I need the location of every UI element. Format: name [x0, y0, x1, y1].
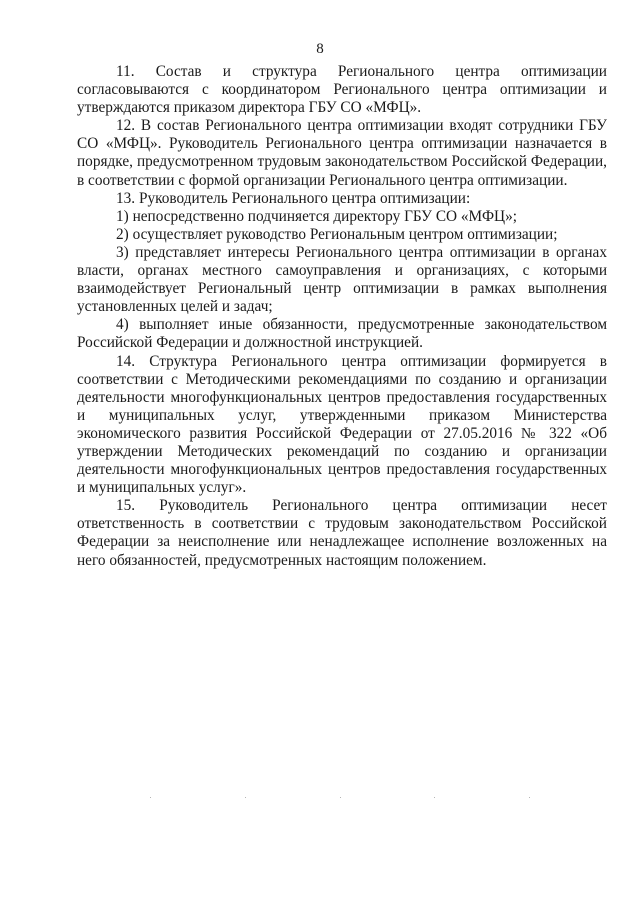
paragraph-12: 12. В состав Регионального центра оптимизации входят сотрудники ГБУ СО «МФЦ». Руководитель Регионального центра оптимизации назначается в порядке, предусмотренном трудовым законодательством Российской Федерации, в соответствии с формой организации Регионального центра оптимизации.: [77, 117, 607, 189]
list-item-13-4: 4) выполняет иные обязанности, предусмотренные законодательством Российской Федерации и должностной инструкцией.: [77, 316, 607, 352]
paragraph-14: 14. Структура Регионального центра оптимизации формируется в соответствии с Методическими рекомендациями по созданию и организации деятельности многофункциональных центров предоставления государственных и муниципальных услуг, утвержденными приказом Министерства экономического развития Российской Федерации от 27.05.2016 № 322 «Об утверждении Методических рекомендаций по созданию и организации деятельности многофункциональных центров предоставления государственных и муниципальных услуг».: [77, 352, 607, 497]
list-item-13-3: 3) представляет интересы Регионального центра оптимизации в органах власти, органах местного самоуправления и организациях, с которыми взаимодействует Региональный центр оптимизации в рамках выполнения установленных целей и задач;: [77, 243, 607, 316]
scan-dot: [245, 797, 246, 798]
paragraph-11: 11. Состав и структура Регионального центра оптимизации согласовываются с координатором Регионального центра оптимизации и утверждаются приказом директора ГБУ СО «МФЦ».: [77, 63, 607, 117]
document-body: [77, 63, 607, 570]
paragraph-13: 13. Руководитель Регионального центра оптимизации:: [116, 189, 471, 207]
page-number: 8: [316, 41, 324, 57]
list-item-13-1: 1) непосредственно подчиняется директору ГБУ СО «МФЦ»;: [116, 207, 517, 225]
scan-dot: [340, 797, 341, 798]
scan-dot: [150, 797, 151, 798]
list-item-13-2: 2) осуществляет руководство Региональным центром оптимизации;: [116, 225, 558, 243]
paragraph-15: 15. Руководитель Регионального центра оптимизации несет ответственность в соответствии с трудовым законодательством Российской Федерации за неисполнение или ненадлежащее исполнение возложенных на него обязанностей, предусмотренных настоящим положением.: [77, 497, 607, 569]
scan-dot: [529, 797, 530, 798]
scan-artifact-dots: [150, 797, 530, 798]
scan-dot: [434, 797, 435, 798]
